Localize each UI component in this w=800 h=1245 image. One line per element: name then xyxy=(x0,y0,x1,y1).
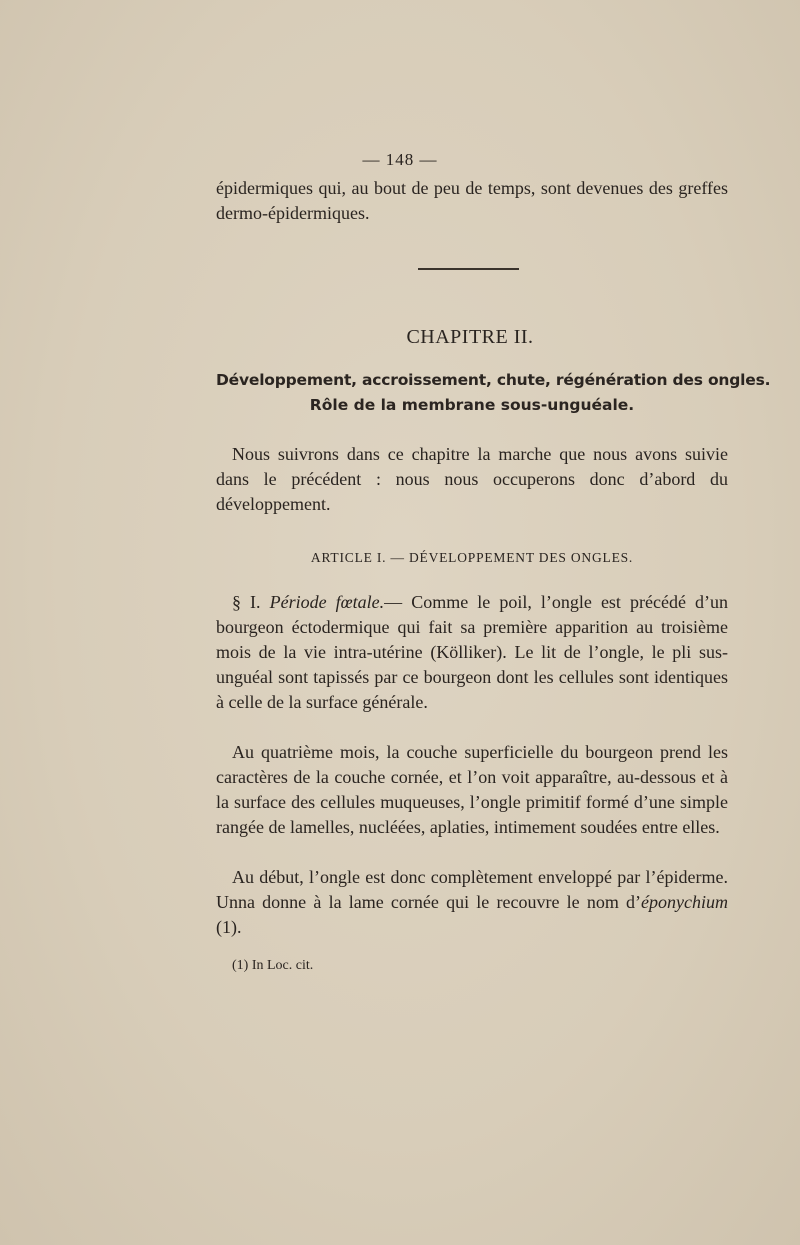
article-heading: ARTICLE I. — DÉVELOPPEMENT DES ONGLES. xyxy=(310,550,634,565)
footnote-reference: (1). xyxy=(216,917,242,937)
section-divider xyxy=(418,268,519,270)
intro-text: Nous suivrons dans ce chapitre la marche que nous avons suivie dans le précédent : nous nous occuperons donc d’abord du développement. xyxy=(216,444,728,514)
eponychium-term: éponychium xyxy=(641,892,728,912)
footnote: (1) In Loc. cit. xyxy=(232,958,314,973)
chapter-subtitle xyxy=(216,368,771,418)
section-1-text: — Comme le poil, l’ongle est précédé d’un bourgeon éctodermique qui fait sa première apparition au troisième mois de la vie intra-utérine (Kölliker). Le lit de l’ongle, le pli sus-unguéal sont tapissés par ce bourgeon dont les cellules sont identiques à celle de la surface générale. xyxy=(216,592,729,712)
paragraph-3-text: Au début, l’ongle est donc complètement enveloppé par l’épiderme. Unna donne à la lame cornée qui le recouvre le nom d’ xyxy=(216,867,728,912)
chapter-subtitle-line-1: Développement, accroissement, chute, régénération des ongles. xyxy=(216,371,771,389)
paragraph-2-text: Au quatrième mois, la couche superficielle du bourgeon prend les caractères de la couche cornée, et l’on voit apparaître, au-dessous et à la surface des cellules muqueuses, l’ongle primitif formé d’une simple rangée de lamelles, nucléées, aplaties, intimement soudées entre elles. xyxy=(216,742,728,837)
page-number: — 148 — xyxy=(362,150,438,169)
continuation-paragraph: épidermiques qui, au bout de peu de temps, sont devenues des greffes dermo-épidermiques. xyxy=(216,178,728,223)
section-1-paragraph xyxy=(216,590,728,715)
section-1-title: Période fœtale. xyxy=(269,592,385,612)
chapter-subtitle-line-2: Rôle de la membrane sous-unguéale. xyxy=(309,396,635,414)
paragraph-quatrieme-mois xyxy=(216,740,728,840)
intro-paragraph xyxy=(216,442,728,517)
chapter-heading: CHAPITRE II. xyxy=(406,326,534,348)
section-1-marker: § I. xyxy=(232,592,261,612)
paragraph-au-debut xyxy=(216,865,728,940)
